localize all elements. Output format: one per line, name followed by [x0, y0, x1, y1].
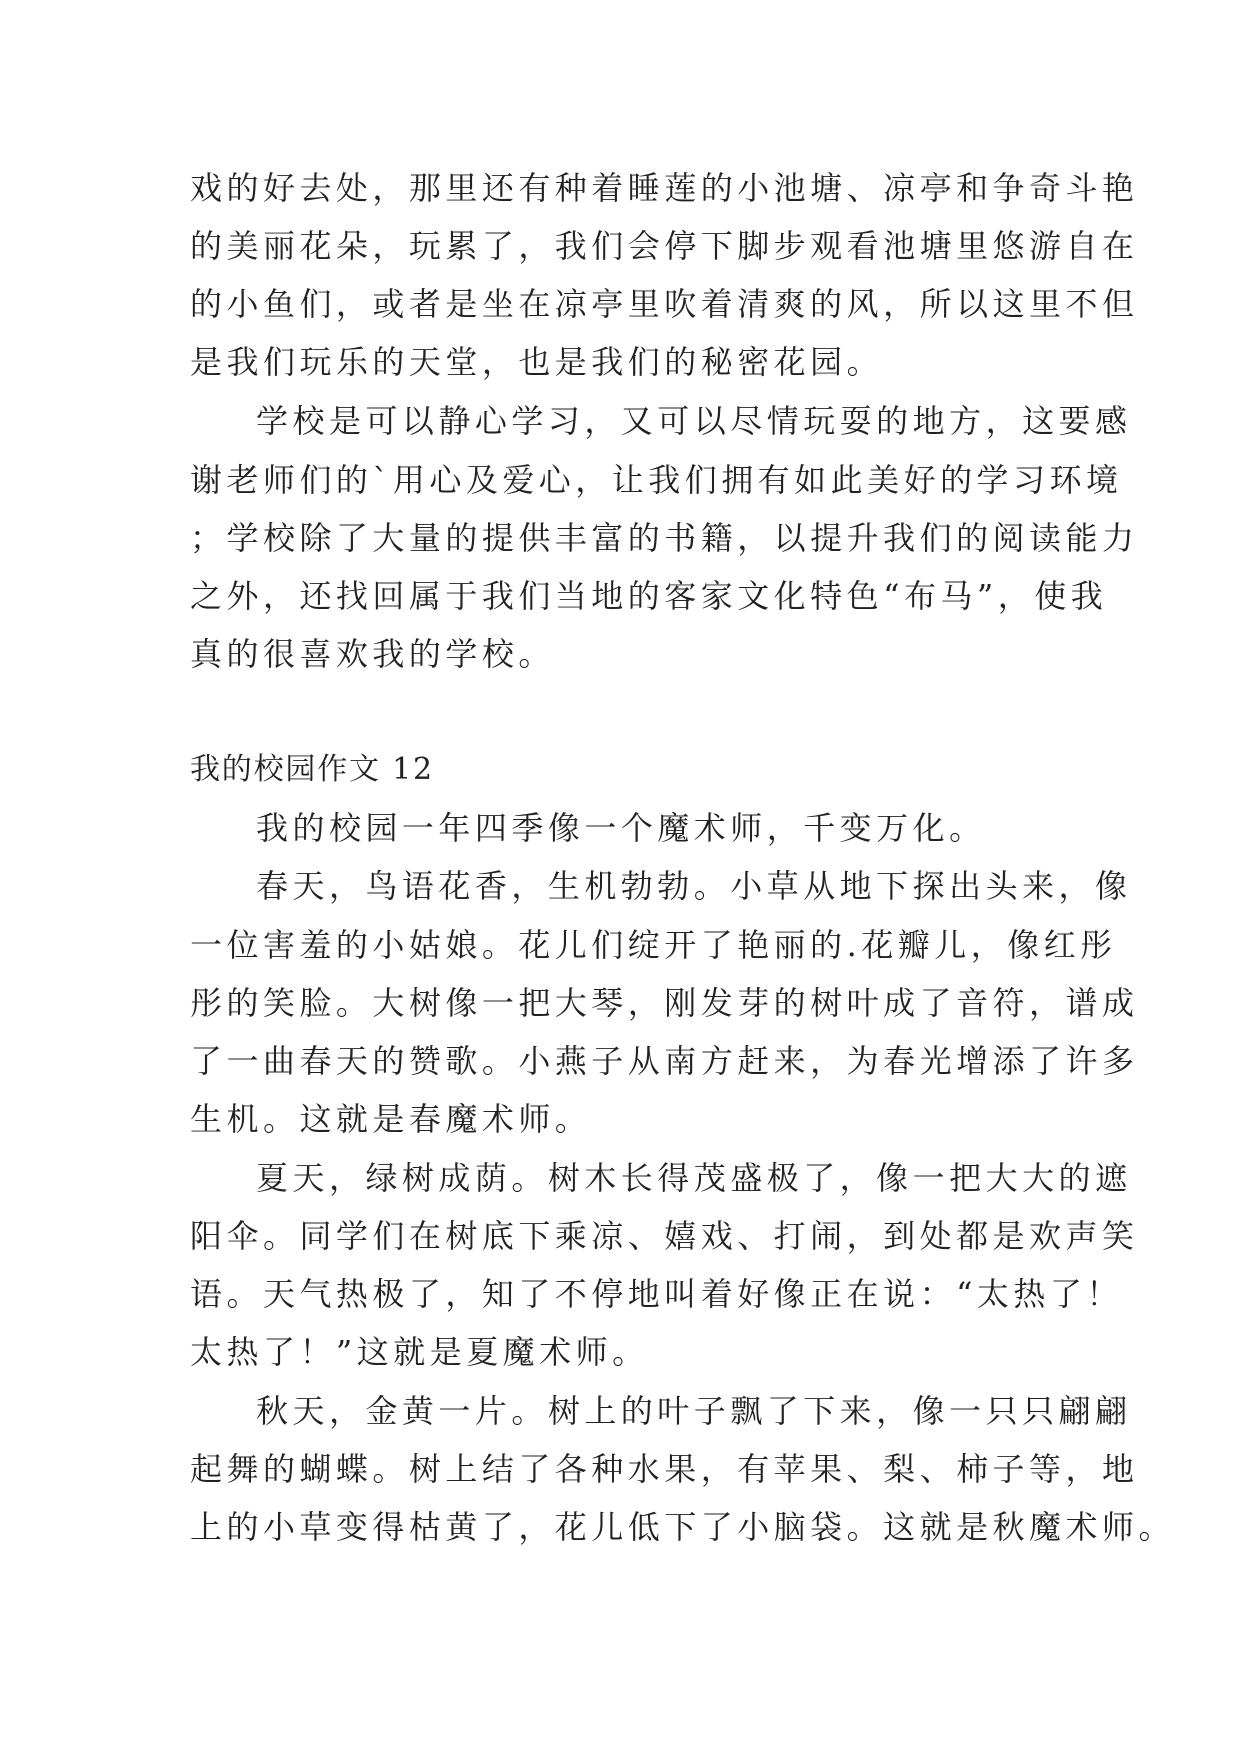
- paragraph-line: 太热了！”这就是夏魔术师。: [190, 1333, 649, 1371]
- paragraph-line: 谢老师们的`用心及爱心，让我们拥有如此美好的学习环境: [190, 461, 1123, 499]
- paragraph-line: 我的校园一年四季像一个魔术师，千变万化。: [256, 809, 986, 847]
- paragraph-line: 彤的笑脸。大树像一把大琴，刚发芽的树叶成了音符，谱成: [190, 984, 1139, 1022]
- paragraph-line: 上的小草变得枯黄了，花儿低下了小脑袋。这就是秋魔术师。: [190, 1508, 1175, 1546]
- paragraph-line: ；学校除了大量的提供丰富的书籍，以提升我们的阅读能力: [190, 519, 1139, 557]
- paragraph-line: 之外，还找回属于我们当地的客家文化特色“布马”，使我: [190, 577, 1108, 615]
- paragraph-line: 是我们玩乐的天堂，也是我们的秘密花园。: [190, 343, 884, 381]
- paragraph-line: 的小鱼们，或者是坐在凉亭里吹着清爽的风，所以这里不但: [190, 285, 1139, 323]
- paragraph-line: 春天，鸟语花香，生机勃勃。小草从地下探出头来，像: [256, 867, 1132, 905]
- paragraph-line: 的美丽花朵，玩累了，我们会停下脚步观看池塘里悠游自在: [190, 227, 1139, 265]
- paragraph-line: 戏的好去处，那里还有种着睡莲的小池塘、凉亭和争奇斗艳: [190, 169, 1139, 207]
- essay-title: 我的校园作文 12: [190, 752, 434, 787]
- paragraph-line: 秋天，金黄一片。树上的叶子飘了下来，像一只只翩翩: [256, 1392, 1132, 1430]
- paragraph-line: 阳伞。同学们在树底下乘凉、嬉戏、打闹，到处都是欢声笑: [190, 1217, 1139, 1255]
- paragraph-line: 起舞的蝴蝶。树上结了各种水果，有苹果、梨、柿子等，地: [190, 1450, 1139, 1488]
- paragraph-line: 生机。这就是春魔术师。: [190, 1100, 592, 1138]
- paragraph-line: 了一曲春天的赞歌。小燕子从南方赶来，为春光增添了许多: [190, 1042, 1139, 1080]
- paragraph-line: 学校是可以静心学习，又可以尽情玩耍的地方，这要感: [256, 402, 1132, 440]
- paragraph-line: 一位害羞的小姑娘。花儿们绽开了艳丽的.花瓣儿，像红彤: [190, 926, 1117, 964]
- paragraph-line: 夏天，绿树成荫。树木长得茂盛极了，像一把大大的遮: [256, 1159, 1132, 1197]
- paragraph-line: 语。天气热极了，知了不停地叫着好像正在说：“太热了！: [190, 1275, 1123, 1313]
- paragraph-line: 真的很喜欢我的学校。: [190, 635, 555, 673]
